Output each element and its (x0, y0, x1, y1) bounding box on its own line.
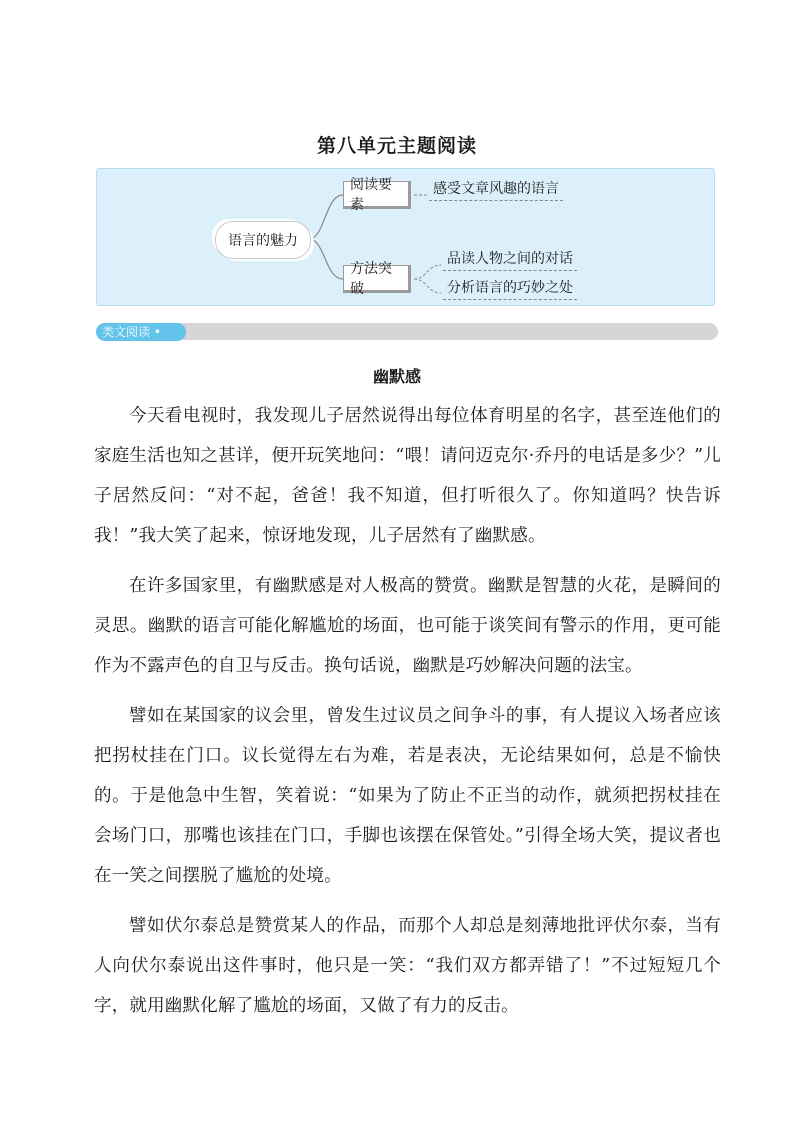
page-title: 第八单元主题阅读 (316, 135, 477, 157)
paragraph: 今天看电视时，我发现儿子居然说得出每位体育明星的名字，甚至连他们的家庭生活也知之甚详，便开玩笑地问：“喂！请问迈克尔·乔丹的电话是多少？”儿子居然反问：“对不起，爸爸！我不知道，但打听很久了。你知道吗？快告诉我！”我大笑了起来，惊讶地发现，儿子居然有了幽默感。 (94, 406, 721, 546)
mind-map-node-reading-elements: 阅读要素 (343, 181, 411, 209)
mind-map-leaf: 感受文章风趣的语言 (429, 178, 563, 201)
paragraph: 譬如伏尔泰总是赞赏某人的作品，而那个人却总是刻薄地批评伏尔泰，当有人向伏尔泰说出这件事时，他只是一笑：“我们双方都弄错了！”不过短短几个字，就用幽默化解了尴尬的场面，又做了有力的反击。 (94, 916, 721, 1016)
mind-map-center: 语言的魅力 (215, 221, 311, 259)
section-divider (96, 323, 718, 340)
mind-map-leaf: 分析语言的巧妙之处 (443, 277, 577, 300)
article-body (94, 396, 721, 1036)
article-title: 幽默感 (372, 367, 421, 386)
mind-map-leaf: 品读人物之间的对话 (443, 248, 577, 271)
paragraph: 在许多国家里，有幽默感是对人极高的赞赏。幽默是智慧的火花，是瞬间的灵思。幽默的语言可能化解尴尬的场面，也可能于谈笑间有警示的作用，更可能作为不露声色的自卫与反击。换句话说，幽默是巧妙解决问题的法宝。 (94, 576, 721, 676)
paragraph: 譬如在某国家的议会里，曾发生过议员之间争斗的事，有人提议入场者应该把拐杖挂在门口。议长觉得左右为难，若是表决，无论结果如何，总是不愉快的。于是他急中生智，笑着说：“如果为了防止不正当的动作，就须把拐杖挂在会场门口，那嘴也该挂在门口，手脚也该摆在保管处。”引得全场大笑，提议者也在一笑之间摆脱了尴尬的处境。 (94, 706, 721, 886)
mind-map (96, 168, 715, 306)
section-tag: 类文阅读 • (96, 323, 186, 341)
mind-map-node-method: 方法突破 (343, 265, 411, 293)
